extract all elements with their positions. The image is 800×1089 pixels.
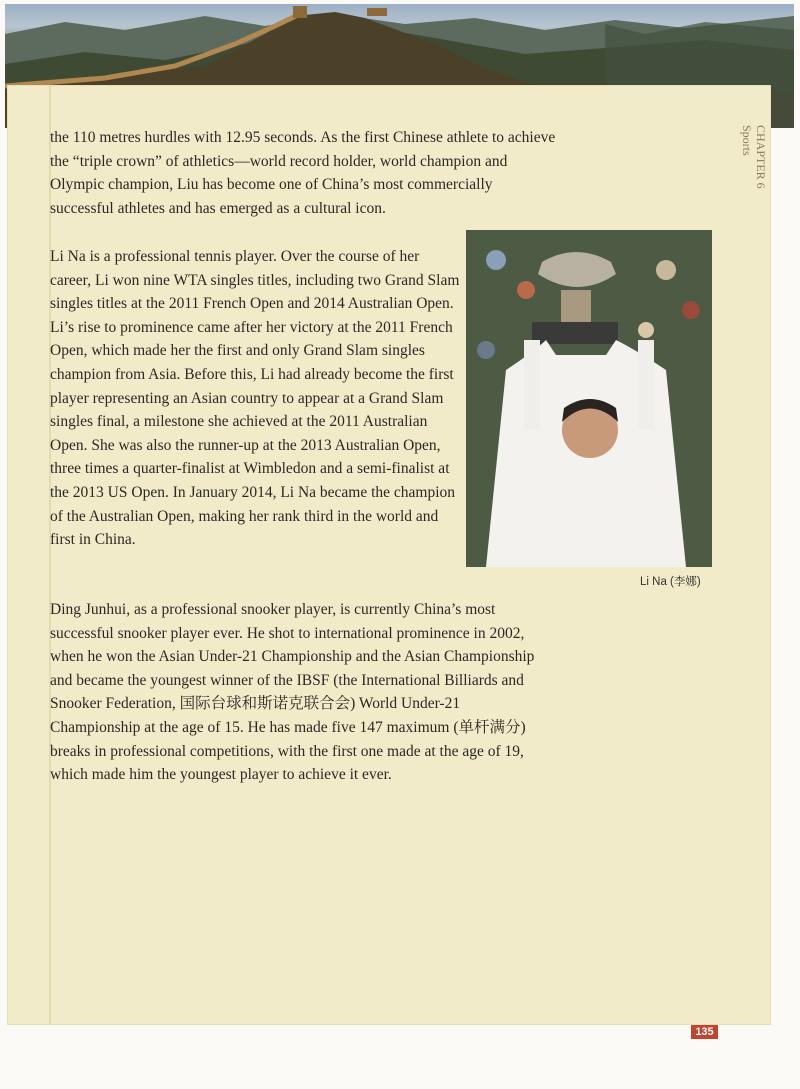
paragraph-liu-xiang: the 110 metres hurdles with 12.95 seconds. As the first Chinese athlete to achieve the “triple crown” of athletics—world record holder, world champion and Olympic champion, Liu has become one of China’s most commercially successful athletes and has emerged as a cultural icon.: [50, 129, 556, 217]
photo-caption: Li Na (李娜): [640, 576, 701, 588]
paragraph-ding-junhui: Ding Junhui, as a professional snooker player, is currently China’s most successful snooker player ever. He shot to international prominence in 2002, when he won the Asian Under-21 Championship and the Asian Championship and became the youngest winner of the IBSF (the International Billiards and Snooker Federation, 国际台球和斯诺克联合会) World Under-21 Championship at the age of 15. He has made five 147 maximum (单杆满分) breaks in professional competitions, with the first one made at the age of 19, which made him the youngest player to achieve it ever.: [50, 601, 535, 784]
panel-fold-line: [49, 85, 51, 1025]
chapter-title: Sports: [740, 125, 754, 156]
paragraph-li-na: Li Na is a professional tennis player. Over the course of her career, Li won nine WTA singles titles, including two Grand Slam singles titles at the 2011 French Open and 2014 Australian Open. Li’s rise to prominence came after her victory at the 2011 French Open, which made her the first and only Grand Slam singles champion from Asia. Before this, Li had already become the first player representing an Asian country to appear at a Grand Slam singles final, a milestone she achieved at the 2011 Australian Open. She was also the runner-up at the 2013 Australian Open, three times a quarter-finalist at Wimbledon and a semi-finalist at the 2013 US Open. In January 2014, Li Na became the champion of the Australian Open, making her rank third in the world and first in China.: [50, 248, 460, 549]
chapter-number: CHAPTER 6: [754, 125, 768, 189]
li-na-trophy-photo: [466, 230, 712, 567]
page-number: 135: [691, 1025, 718, 1039]
chapter-label: [738, 125, 768, 189]
